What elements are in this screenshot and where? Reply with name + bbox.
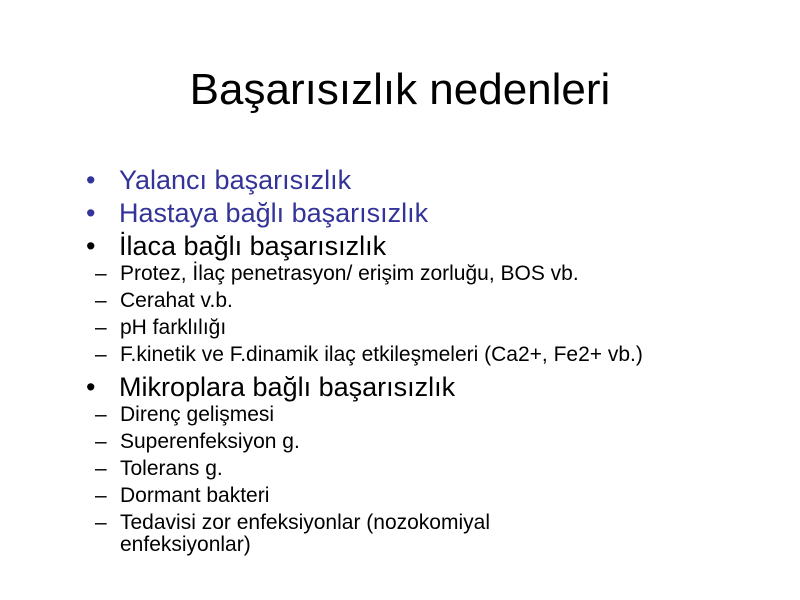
bullet-marker: • xyxy=(86,231,96,261)
dash-marker: – xyxy=(95,511,107,534)
bullet-item[interactable] xyxy=(86,164,766,197)
sub-bullet-text: Tolerans g. xyxy=(120,457,223,480)
sub-bullet-item xyxy=(86,458,766,480)
bullet-item xyxy=(86,371,766,404)
sub-list-wrapper xyxy=(86,404,766,556)
dash-marker: – xyxy=(95,484,107,507)
sub-list-wrapper xyxy=(86,263,766,366)
dash-marker: – xyxy=(95,316,107,339)
dash-marker: – xyxy=(95,289,107,312)
sub-bullet-list xyxy=(86,263,766,366)
bullet-marker: • xyxy=(86,198,96,228)
sub-bullet-text: Protez, İlaç penetrasyon/ erişim zorluğu, BOS vb. xyxy=(120,262,579,285)
dash-marker: – xyxy=(95,403,107,426)
slide-title: Başarısızlık nedenleri xyxy=(189,65,611,114)
bullet-text: İlaca bağlı başarısızlık xyxy=(119,231,387,261)
sub-bullet-text: Superenfeksiyon g. xyxy=(120,430,300,453)
sub-bullet-list xyxy=(86,404,766,556)
sub-bullet-item xyxy=(86,263,766,285)
sub-bullet-item xyxy=(86,485,766,507)
sub-bullet-text: Tedavisi zor enfeksiyonlar (nozokomiyal enfeksiyonlar) xyxy=(120,511,490,556)
sub-bullet-text: Dormant bakteri xyxy=(120,484,270,507)
sub-bullet-text: pH farklılığı xyxy=(120,316,227,339)
bullet-marker: • xyxy=(86,372,96,402)
sub-bullet-text: Cerahat v.b. xyxy=(120,289,233,312)
bullet-marker: • xyxy=(86,165,96,195)
bullet-item[interactable] xyxy=(86,197,766,230)
dash-marker: – xyxy=(95,343,107,366)
dash-marker: – xyxy=(95,262,107,285)
sub-bullet-item xyxy=(86,431,766,453)
sub-bullet-item xyxy=(86,290,766,312)
sub-bullet-item xyxy=(86,512,620,556)
dash-marker: – xyxy=(95,457,107,480)
sub-bullet-item xyxy=(86,344,680,366)
sub-bullet-item xyxy=(86,317,766,339)
sub-bullet-text: Direnç gelişmesi xyxy=(120,403,275,426)
sub-bullet-item xyxy=(86,404,766,426)
bullet-text: Yalancı başarısızlık xyxy=(119,165,352,195)
bullet-list xyxy=(86,164,766,561)
sub-bullet-text: F.kinetik ve F.dinamik ilaç etkileşmeleri (Ca2+, Fe2+ vb.) xyxy=(120,343,643,366)
dash-marker: – xyxy=(95,430,107,453)
bullet-text: Mikroplara bağlı başarısızlık xyxy=(119,372,456,402)
bullet-item xyxy=(86,230,766,263)
bullet-text: Hastaya bağlı başarısızlık xyxy=(119,198,429,228)
